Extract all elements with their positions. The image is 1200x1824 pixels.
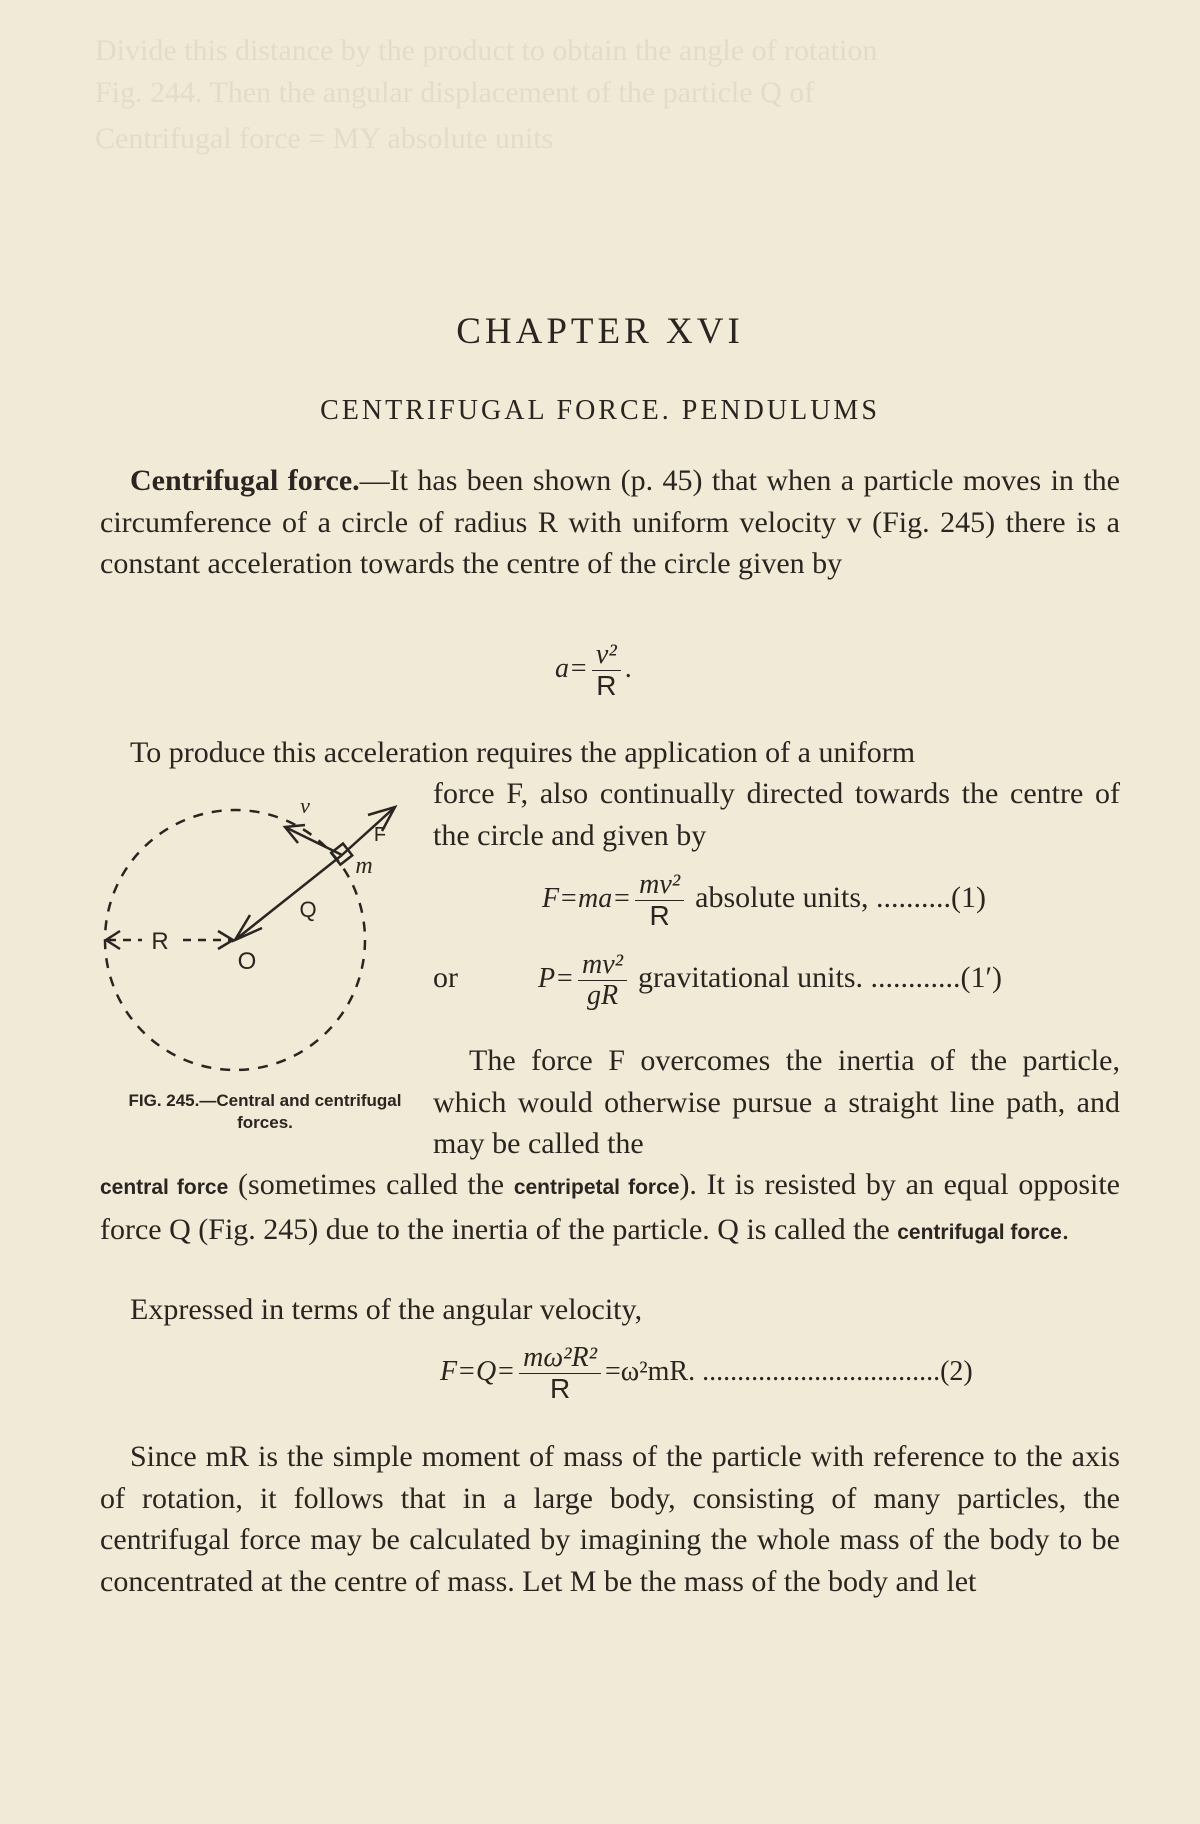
equation-numerator: mω²R² [519,1343,601,1374]
paragraph-text: To produce this acceleration requires the application of a uniform [130,736,916,769]
equation-denominator: gR [586,980,619,1011]
paragraph-lead: Centrifugal force. [130,464,360,497]
section-title: CENTRIFUGAL FORCE. PENDULUMS [320,395,880,426]
equation-lhs: F=Q= [440,1355,516,1387]
paragraph-wrap-text: force F, also continually directed towards the centre of the circle and given by [433,777,1120,852]
paragraph-centrifugal-intro [100,460,1120,585]
equation-numerator: mv² [635,870,684,901]
equation-text: gravitational units. ............(1′) [638,960,1003,994]
equation-numerator: v² [592,640,621,671]
figure-label-q: Q [299,897,317,922]
paragraph-text: —It has been shown (p. 45) that when a particle moves in the circumference of a circle of radius R with uniform velocity v (Fig. 245) there is a constant acceleration towards the centre of the circle given by [100,464,1120,580]
equation-lhs: F=ma= [542,882,632,914]
equation-text: =ω²mR. ..................................(2) [605,1355,973,1387]
equation-lhs: a= [555,652,588,684]
equation-1-prime [433,950,1002,1011]
paragraph-text: ). It is resisted by an equal opposite force Q (Fig. 245) due to the inertia of the particle. Q is called the [100,1168,1120,1246]
paragraph-line [100,732,1120,774]
term-centrifugal-force: centrifugal force [897,1220,1062,1244]
figure-label-o: O [237,948,257,975]
bleed-through-line: Divide this distance by the product to obtain the angle of rotation [95,34,878,67]
chapter-title: CHAPTER XVI [456,311,744,352]
equation-denominator: R [549,1373,571,1404]
figure-radius-line [235,855,342,940]
equation-numerator: mv² [578,950,627,981]
paragraph-text: The force F overcomes the inertia of the particle, which would otherwise pursue a straight line path, and may be called the [433,1044,1120,1160]
equation-prefix: or [433,960,458,994]
figure-central-centrifugal [100,795,420,1085]
paragraph-central-force [100,1164,1120,1253]
figure-label-m: m [355,853,373,879]
equation-tail: . [624,652,632,684]
paragraph-moment-of-mass [100,1436,1120,1602]
paragraph-wrap-text [433,1040,1120,1165]
bleed-through-line: Fig. 244. Then the angular displacement of the particle Q of [95,76,815,109]
bleed-through-line: Centrifugal force = MY absolute units [95,122,554,155]
term-central-force: central force [100,1176,229,1199]
equation-text: absolute units, ..........(1) [695,880,986,914]
paragraph-text: (sometimes called the [228,1168,514,1201]
term-centripetal-force: centripetal force [513,1176,680,1199]
figure-caption: FIG. 245.—Central and centrifugal forces. [128,1091,402,1132]
paragraph-text: Expressed in terms of the angular velocity, [130,1293,643,1326]
figure-label-f: F [373,824,387,846]
figure-label-r: R [151,928,169,955]
equation-1 [542,870,986,931]
paragraph-angular-velocity [100,1289,1120,1331]
equation-denominator: R [649,900,670,931]
paragraph-text: Since mR is the simple moment of mass of the particle with reference to the axis of rotation, it follows that in a large body, consisting of many particles, the centrifugal force may be calculated by imagining the whole mass of the body to be concentrated at the centre of mass. Let M be the mass of the body and let [100,1440,1120,1598]
equation-denominator: R [596,670,617,701]
figure-label-v: v [300,795,310,818]
paragraph-text: . [1061,1212,1070,1246]
equation-acceleration [555,640,632,701]
equation-lhs: P= [538,962,574,994]
equation-2 [440,1343,973,1404]
